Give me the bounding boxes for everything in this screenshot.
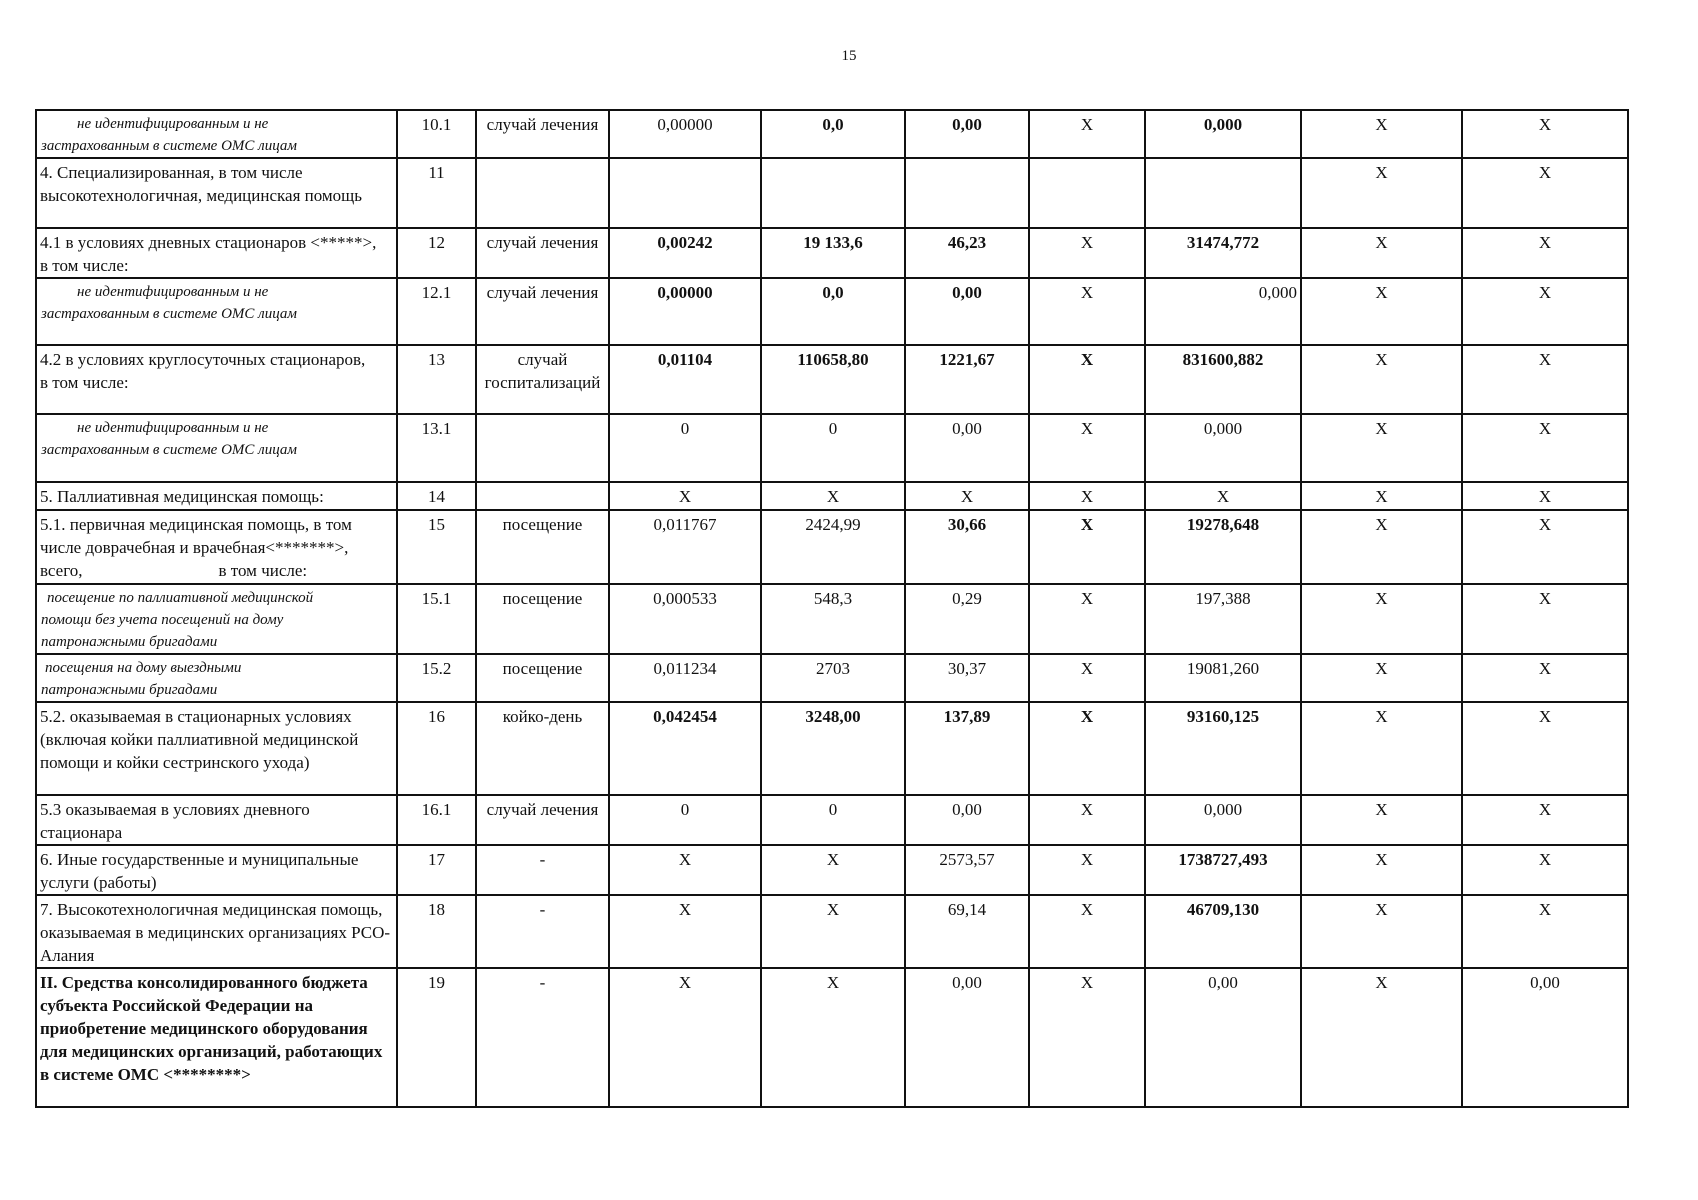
row-name-line: услуги (работы): [40, 873, 157, 892]
cell-c3: Х: [905, 482, 1029, 510]
row-unit: случай лечения: [476, 228, 609, 278]
cell-c4: Х: [1029, 895, 1145, 968]
row-name: [36, 158, 397, 228]
cell-c5: 831600,882: [1145, 345, 1301, 414]
table-row: [36, 345, 1628, 414]
cell-c3: 0,00: [905, 795, 1029, 845]
cell-c2: 110658,80: [761, 345, 905, 414]
cell-c7: Х: [1462, 702, 1628, 795]
cell-c1: Х: [609, 482, 761, 510]
cell-c6: Х: [1301, 228, 1462, 278]
row-code: 17: [397, 845, 476, 895]
row-name-line: посещения на дому выездными: [45, 660, 242, 676]
cell-c2: 0: [761, 795, 905, 845]
table-row: [36, 654, 1628, 702]
cell-c1: 0,042454: [609, 702, 761, 795]
cell-c3: 2573,57: [905, 845, 1029, 895]
row-name-line: не идентифицированным и не: [77, 420, 269, 436]
cell-c6: Х: [1301, 584, 1462, 654]
row-name-line: не идентифицированным и не: [77, 116, 269, 132]
cell-c7: Х: [1462, 795, 1628, 845]
cell-c4: Х: [1029, 228, 1145, 278]
cell-c5: 0,000: [1145, 278, 1301, 345]
cell-c1: 0,01104: [609, 345, 761, 414]
table-row: [36, 228, 1628, 278]
row-name-line: 7. Высокотехнологичная медицинская помощь,: [40, 900, 383, 919]
cell-c4: Х: [1029, 702, 1145, 795]
row-name-line: в системе ОМС <********>: [40, 1065, 251, 1084]
cell-c4: Х: [1029, 845, 1145, 895]
cell-c6: Х: [1301, 895, 1462, 968]
cell-c7: Х: [1462, 654, 1628, 702]
cell-c5: Х: [1145, 482, 1301, 510]
row-name: [36, 845, 397, 895]
row-code: 19: [397, 968, 476, 1107]
cell-c7: Х: [1462, 345, 1628, 414]
row-name: [36, 510, 397, 584]
table-row: [36, 895, 1628, 968]
cell-c4: Х: [1029, 482, 1145, 510]
cell-c1: Х: [609, 845, 761, 895]
row-name: [36, 584, 397, 654]
row-name-line: 4.1 в условиях дневных стационаров <*****>,: [40, 233, 377, 252]
row-unit: посещение: [476, 654, 609, 702]
table-row: [36, 795, 1628, 845]
row-code: 18: [397, 895, 476, 968]
row-unit: койко-день: [476, 702, 609, 795]
row-name-line: оказываемая в медицинских организациях РСО-: [40, 923, 391, 942]
row-name-line: в том числе:: [40, 373, 129, 392]
cell-c3: 0,00: [905, 968, 1029, 1107]
cell-c7: Х: [1462, 414, 1628, 482]
table-row: [36, 510, 1628, 584]
row-unit: случай лечения: [476, 110, 609, 158]
data-table: [35, 109, 1629, 1108]
cell-c1: Х: [609, 968, 761, 1107]
cell-c1: Х: [609, 895, 761, 968]
cell-c4: Х: [1029, 345, 1145, 414]
cell-c1: 0,00000: [609, 278, 761, 345]
row-name: [36, 795, 397, 845]
row-unit: случай лечения: [476, 795, 609, 845]
row-name-line: застрахованным в системе ОМС лицам: [41, 306, 297, 322]
cell-c5: 19081,260: [1145, 654, 1301, 702]
cell-c7: Х: [1462, 110, 1628, 158]
row-code: 13.1: [397, 414, 476, 482]
cell-c5: [1145, 158, 1301, 228]
cell-c7: Х: [1462, 895, 1628, 968]
row-name-line: 4.2 в условиях круглосуточных стационаров,: [40, 350, 366, 369]
row-name: [36, 228, 397, 278]
row-name-line: 5.3 оказываемая в условиях дневного: [40, 800, 310, 819]
cell-c3: 0,00: [905, 110, 1029, 158]
cell-c1: 0,011234: [609, 654, 761, 702]
row-name: [36, 278, 397, 345]
row-name: [36, 110, 397, 158]
cell-c1: 0: [609, 795, 761, 845]
cell-c4: Х: [1029, 414, 1145, 482]
row-name: [36, 482, 397, 510]
table-row: [36, 845, 1628, 895]
cell-c1: 0,000533: [609, 584, 761, 654]
table-row: [36, 110, 1628, 158]
cell-c3: 0,29: [905, 584, 1029, 654]
cell-c3: 1221,67: [905, 345, 1029, 414]
cell-c5: 0,000: [1145, 795, 1301, 845]
cell-c5: 0,000: [1145, 414, 1301, 482]
cell-c7: Х: [1462, 482, 1628, 510]
row-name-line: в том числе:: [40, 256, 129, 275]
row-name-line: всего, в том числе:: [40, 561, 308, 580]
cell-c4: Х: [1029, 278, 1145, 345]
table-row: [36, 584, 1628, 654]
table-row: [36, 158, 1628, 228]
row-name-line: 5. Паллиативная медицинская помощь:: [40, 487, 324, 506]
row-name-line: 4. Специализированная, в том числе: [40, 163, 303, 182]
row-name: [36, 895, 397, 968]
row-unit: [476, 414, 609, 482]
row-code: 12.1: [397, 278, 476, 345]
cell-c6: Х: [1301, 702, 1462, 795]
cell-c3: 0,00: [905, 278, 1029, 345]
page-number: 15: [841, 48, 857, 64]
row-name-line: для медицинских организаций, работающих: [40, 1042, 383, 1061]
row-name-line: посещение по паллиативной медицинской: [47, 590, 314, 606]
row-unit: случай госпитализаций: [476, 345, 609, 414]
cell-c5: 1738727,493: [1145, 845, 1301, 895]
cell-c3: 69,14: [905, 895, 1029, 968]
cell-c7: Х: [1462, 584, 1628, 654]
cell-c6: Х: [1301, 110, 1462, 158]
table-row: [36, 414, 1628, 482]
cell-c6: Х: [1301, 654, 1462, 702]
row-unit: [476, 158, 609, 228]
cell-c4: Х: [1029, 654, 1145, 702]
cell-c6: Х: [1301, 845, 1462, 895]
cell-c6: Х: [1301, 510, 1462, 584]
row-code: 15: [397, 510, 476, 584]
cell-c5: 31474,772: [1145, 228, 1301, 278]
cell-c6: Х: [1301, 795, 1462, 845]
row-code: 15.2: [397, 654, 476, 702]
cell-c1: 0,00000: [609, 110, 761, 158]
row-unit: посещение: [476, 584, 609, 654]
cell-c4: [1029, 158, 1145, 228]
cell-c7: Х: [1462, 278, 1628, 345]
cell-c7: Х: [1462, 845, 1628, 895]
row-unit: -: [476, 895, 609, 968]
row-name-line: помощи и койки сестринского ухода): [40, 753, 310, 772]
row-code: 14: [397, 482, 476, 510]
cell-c4: Х: [1029, 510, 1145, 584]
cell-c6: Х: [1301, 968, 1462, 1107]
cell-c2: 0,0: [761, 110, 905, 158]
cell-c2: Х: [761, 895, 905, 968]
table-row: [36, 968, 1628, 1107]
cell-c7: 0,00: [1462, 968, 1628, 1107]
cell-c5: 19278,648: [1145, 510, 1301, 584]
cell-c3: 30,66: [905, 510, 1029, 584]
cell-c6: Х: [1301, 414, 1462, 482]
row-name-line: не идентифицированным и не: [77, 284, 269, 300]
cell-c6: Х: [1301, 278, 1462, 345]
cell-c4: Х: [1029, 584, 1145, 654]
cell-c3: 30,37: [905, 654, 1029, 702]
row-name-line: высокотехнологичная, медицинская помощь: [40, 186, 363, 205]
row-code: 13: [397, 345, 476, 414]
row-name-line: приобретение медицинского оборудования: [40, 1019, 368, 1038]
cell-c2: 3248,00: [761, 702, 905, 795]
cell-c4: Х: [1029, 968, 1145, 1107]
row-name: [36, 968, 397, 1107]
row-unit: [476, 482, 609, 510]
cell-c1: [609, 158, 761, 228]
row-unit: -: [476, 845, 609, 895]
cell-c4: Х: [1029, 795, 1145, 845]
row-name-line: патронажными бригадами: [41, 682, 218, 698]
row-name: [36, 414, 397, 482]
row-name: [36, 345, 397, 414]
table-row: [36, 702, 1628, 795]
row-name: [36, 702, 397, 795]
row-code: 16.1: [397, 795, 476, 845]
row-name-line: застрахованным в системе ОМС лицам: [41, 138, 297, 154]
cell-c3: 137,89: [905, 702, 1029, 795]
row-unit: -: [476, 968, 609, 1107]
cell-c2: 19 133,6: [761, 228, 905, 278]
row-code: 15.1: [397, 584, 476, 654]
row-name-line: субъекта Российской Федерации на: [40, 996, 313, 1015]
cell-c7: Х: [1462, 228, 1628, 278]
cell-c2: Х: [761, 845, 905, 895]
row-name-line: 5.2. оказываемая в стационарных условиях: [40, 707, 352, 726]
cell-c4: Х: [1029, 110, 1145, 158]
cell-c6: Х: [1301, 158, 1462, 228]
cell-c2: Х: [761, 482, 905, 510]
cell-c6: Х: [1301, 482, 1462, 510]
row-name: [36, 654, 397, 702]
row-code: 16: [397, 702, 476, 795]
table-row: [36, 278, 1628, 345]
row-unit: посещение: [476, 510, 609, 584]
cell-c5: 93160,125: [1145, 702, 1301, 795]
cell-c5: 0,00: [1145, 968, 1301, 1107]
cell-c2: 2424,99: [761, 510, 905, 584]
cell-c2: 548,3: [761, 584, 905, 654]
cell-c2: [761, 158, 905, 228]
table-body: [36, 110, 1628, 1107]
cell-c3: 46,23: [905, 228, 1029, 278]
cell-c2: 0: [761, 414, 905, 482]
row-name-line: 5.1. первичная медицинская помощь, в том: [40, 515, 352, 534]
cell-c3: [905, 158, 1029, 228]
cell-c1: 0,011767: [609, 510, 761, 584]
cell-c5: 0,000: [1145, 110, 1301, 158]
cell-c5: 197,388: [1145, 584, 1301, 654]
row-name-line: 6. Иные государственные и муниципальные: [40, 850, 359, 869]
cell-c3: 0,00: [905, 414, 1029, 482]
cell-c7: Х: [1462, 158, 1628, 228]
row-name-line: патронажными бригадами: [41, 634, 218, 650]
row-name-line: числе доврачебная и врачебная<*******>,: [40, 538, 349, 557]
cell-c2: 0,0: [761, 278, 905, 345]
row-name-line: (включая койки паллиативной медицинской: [40, 730, 359, 749]
row-code: 10.1: [397, 110, 476, 158]
row-name-line: Алания: [40, 946, 95, 965]
cell-c6: Х: [1301, 345, 1462, 414]
row-unit: случай лечения: [476, 278, 609, 345]
row-name-line: стационара: [40, 823, 123, 842]
row-code: 12: [397, 228, 476, 278]
cell-c5: 46709,130: [1145, 895, 1301, 968]
cell-c2: Х: [761, 968, 905, 1107]
cell-c7: Х: [1462, 510, 1628, 584]
table-row: [36, 482, 1628, 510]
row-code: 11: [397, 158, 476, 228]
row-name-line: помощи без учета посещений на дому: [41, 612, 284, 628]
cell-c2: 2703: [761, 654, 905, 702]
row-name-line: застрахованным в системе ОМС лицам: [41, 442, 297, 458]
cell-c1: 0: [609, 414, 761, 482]
row-name-line: II. Средства консолидированного бюджета: [40, 973, 368, 992]
cell-c1: 0,00242: [609, 228, 761, 278]
